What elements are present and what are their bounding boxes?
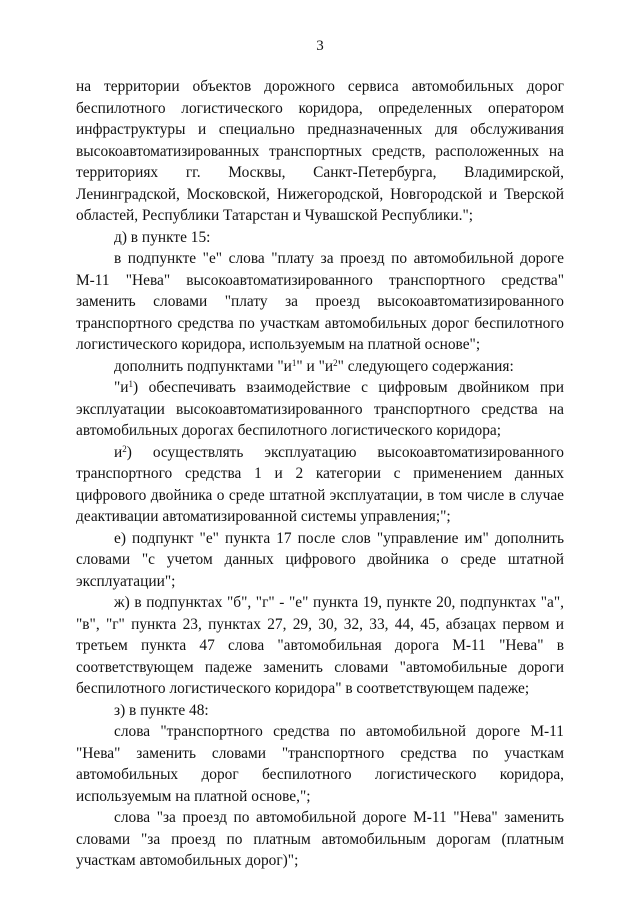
document-body: [76, 76, 564, 872]
text-fragment: дополнить подпунктами "и: [114, 357, 292, 375]
text-fragment: "и: [114, 379, 129, 396]
paragraph-item-z: з) в пункте 48:: [114, 701, 209, 719]
page-number: 3: [316, 38, 324, 54]
superscript: 2: [333, 357, 338, 368]
paragraph-subitem-i1: [76, 377, 564, 442]
text-fragment: и: [114, 443, 123, 461]
text-fragment: ) осуществлять эксплуатацию высокоавтоматизированного транспортного средства 1 и 2 категории с применением данных цифрового двойника о среде штатной эксплуатации, в том числе в случае деактивации автоматизированной системы управления;";: [76, 443, 564, 525]
paragraph-subitem-e-change: в подпункте "е" слова "плату за проезд по автомобильной дороге М-11 "Нева" высокоавтоматизированного транспортного средства" заменить словами "плату за проезд высокоавтоматизированного транспортного средства по участкам автомобильных дорог беспилотного логистического коридора, используемым на платной основе";: [76, 250, 564, 353]
paragraph-words-replace-1: слова "транспортного средства по автомобильной дороге М-11 "Нева" заменить словами "транспортного средства по участкам автомобильных дорог беспилотного логистического коридора, используемым на платной основе,";: [76, 723, 564, 805]
paragraph-item-d: д) в пункте 15:: [114, 228, 211, 246]
paragraph-words-replace-2: слова "за проезд по автомобильной дороге М-11 "Нева" заменить словами "за проезд по платным автомобильным дорогам (платным участкам автомобильных дорог)";: [76, 809, 564, 869]
text-fragment: " и "и: [296, 357, 334, 375]
text-fragment: ) обеспечивать взаимодействие с цифровым двойником при эксплуатации высокоавтоматизированного транспортного средства на автомобильных дорогах беспилотного логистического коридора;: [76, 379, 564, 439]
paragraph-add-subitems: [76, 356, 564, 378]
superscript: 1: [291, 357, 297, 368]
text-fragment: " следующего содержания:: [337, 357, 514, 375]
superscript: 1: [128, 379, 134, 389]
superscript: 2: [122, 443, 127, 454]
paragraph-continuation: на территории объектов дорожного сервиса автомобильных дорог беспилотного логистического коридора, определенных оператором инфраструктуры и специально предназначенных для обслуживания высокоавтоматизированных транспортных средств, расположенных на территориях гг. Москвы, Санкт-Петербурга, Владимирской, Ленинградской, Московской, Нижегородской, Новгородской и Тверской областей, Республики Татарстан и Чувашской Республики.";: [76, 78, 564, 224]
paragraph-item-zh: ж) в подпунктах "б", "г" - "е" пункта 19, пункте 20, подпунктах "а", "в", "г" пункта 23, пунктах 27, 29, 30, 32, 33, 44, 45, абзацах первом и третьем пункта 47 слова "автомобильная дорога М-11 "Нева" в соответствующем падеже заменить словами "автомобильные дороги беспилотного логистического коридора" в соответствующем падеже;: [76, 594, 564, 697]
paragraph-item-e: е) подпункт "е" пункта 17 после слов "управление им" дополнить словами "с учетом данных цифрового двойника о среде штатной эксплуатации";: [76, 529, 564, 590]
paragraph-subitem-i2: [76, 442, 564, 528]
